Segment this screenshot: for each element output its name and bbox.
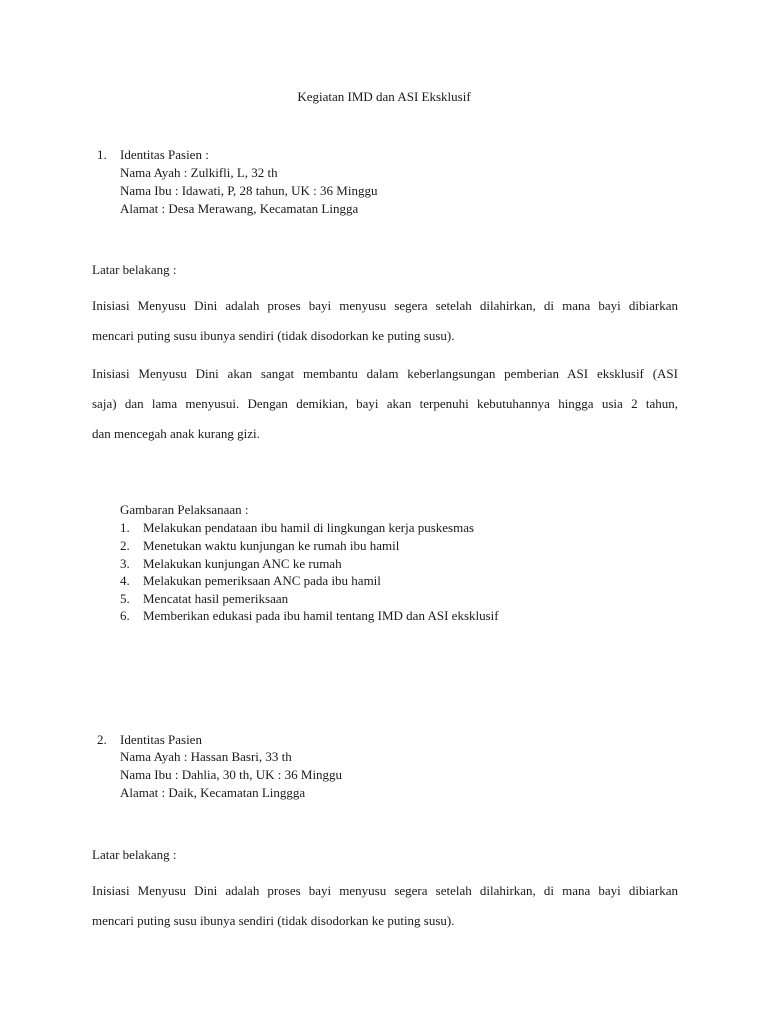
step-number: 5. bbox=[120, 591, 130, 606]
section-1-paragraph-1 bbox=[92, 291, 678, 351]
paragraph-line: Inisiasi Menyusu Dini adalah proses bayi menyusu segera setelah dilahirkan, di mana bayi dibiarkan bbox=[92, 883, 678, 898]
section-2-identitas-heading: Identitas Pasien bbox=[120, 732, 202, 747]
section-1-alamat: Alamat : Desa Merawang, Kecamatan Lingga bbox=[120, 201, 359, 216]
paragraph-line: mencari puting susu ibunya sendiri (tidak disodorkan ke puting susu). bbox=[92, 328, 455, 343]
paragraph-line: Inisiasi Menyusu Dini adalah proses bayi menyusu segera setelah dilahirkan, di mana bayi dibiarkan bbox=[92, 298, 678, 313]
section-2-alamat: Alamat : Daik, Kecamatan Linggga bbox=[120, 785, 306, 800]
step-number: 4. bbox=[120, 573, 130, 588]
section-1-paragraph-2 bbox=[92, 359, 678, 449]
section-2-nama-ayah: Nama Ayah : Hassan Basri, 33 th bbox=[120, 749, 292, 764]
section-1-gambaran-heading: Gambaran Pelaksanaan : bbox=[120, 502, 249, 517]
paragraph-line: mencari puting susu ibunya sendiri (tidak disodorkan ke puting susu). bbox=[92, 913, 455, 928]
step-text: Mencatat hasil pemeriksaan bbox=[143, 591, 289, 606]
section-1-latar-heading: Latar belakang : bbox=[92, 262, 177, 277]
paragraph-line: dan mencegah anak kurang gizi. bbox=[92, 426, 260, 441]
section-1-number: 1. bbox=[97, 147, 107, 162]
section-1-nama-ibu: Nama Ibu : Idawati, P, 28 tahun, UK : 36 Minggu bbox=[120, 183, 378, 198]
step-text: Menetukan waktu kunjungan ke rumah ibu hamil bbox=[143, 538, 400, 553]
document-title: Kegiatan IMD dan ASI Eksklusif bbox=[297, 89, 471, 104]
section-2-paragraph-1 bbox=[92, 876, 678, 936]
step-number: 6. bbox=[120, 608, 130, 623]
step-text: Melakukan pemeriksaan ANC pada ibu hamil bbox=[143, 573, 381, 588]
step-text: Memberikan edukasi pada ibu hamil tentang IMD dan ASI eksklusif bbox=[143, 608, 499, 623]
step-item bbox=[120, 519, 620, 537]
section-2-latar-heading: Latar belakang : bbox=[92, 847, 177, 862]
section-2-nama-ibu: Nama Ibu : Dahlia, 30 th, UK : 36 Minggu bbox=[120, 767, 343, 782]
step-item bbox=[120, 537, 620, 555]
paragraph-line: Inisiasi Menyusu Dini akan sangat membantu dalam keberlangsungan pemberian ASI eksklusif (ASI bbox=[92, 366, 678, 381]
step-item bbox=[120, 555, 620, 573]
step-item bbox=[120, 590, 620, 608]
section-2-number: 2. bbox=[97, 732, 107, 747]
section-1-identitas-heading: Identitas Pasien : bbox=[120, 147, 209, 162]
step-text: Melakukan kunjungan ANC ke rumah bbox=[143, 556, 342, 571]
step-item bbox=[120, 572, 620, 590]
step-text: Melakukan pendataan ibu hamil di lingkungan kerja puskesmas bbox=[143, 520, 475, 535]
step-number: 2. bbox=[120, 538, 130, 553]
step-number: 3. bbox=[120, 556, 130, 571]
step-number: 1. bbox=[120, 520, 130, 535]
step-item bbox=[120, 607, 620, 625]
section-1-nama-ayah: Nama Ayah : Zulkifli, L, 32 th bbox=[120, 165, 278, 180]
paragraph-line: saja) dan lama menyusui. Dengan demikian, bayi akan terpenuhi kebutuhannya hingga usia 2 tahun, bbox=[92, 396, 678, 411]
